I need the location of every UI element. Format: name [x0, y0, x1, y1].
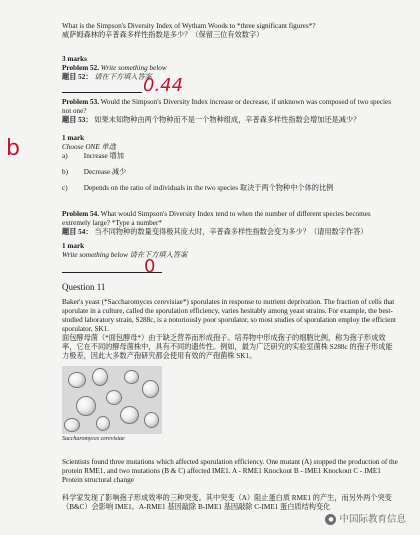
micrograph-caption: Saccharomyces cerevisiae — [62, 436, 125, 442]
p52-marks: 3 marks — [62, 55, 87, 63]
p53-choice-header — [62, 134, 398, 152]
p53-question-cn: 如果未知物种由两个物种而不是一个物种组成，辛普森多样性指数会增加还是减少？ — [94, 116, 361, 124]
option-letter: b) — [62, 168, 68, 176]
p54-question-en: What would Simpson's Diversity Index tend to when the number of different species becomes extremely large? *Type a number* — [62, 210, 371, 227]
yeast-micrograph — [62, 366, 162, 434]
wechat-icon: ● — [325, 514, 336, 525]
q11-heading: Question 11 — [62, 282, 106, 292]
yeast-cell — [124, 370, 139, 384]
p53-question-en: Would the Simpson's Diversity Index increase or decrease, if unknown was composed of two species not one? — [62, 98, 392, 115]
q11-paragraph2-cn: 科学家发现了影响孢子形成效率的三种突变。其中突变（A）阻止蛋白质 RME1 的产生，而另外两个突变（B&C）会影响 IME1。A-RME1 基因敲除 B-IME1 基因敲除 C-IME1 蛋白质结构变化 — [62, 494, 392, 511]
p53-option-b[interactable] — [62, 168, 126, 177]
p52-cn-instruction: 请在下方填入答案 — [94, 73, 152, 81]
q11-paragraph2-en: Scientists found three mutations which affected sporulation efficiency. One mutant (A) stopped the production of the protein RME1, and two mutations (B & C) affected IME1. A - RME1 Knockout B - IME1 Knockout C - IME1 Protein structural change — [62, 458, 398, 484]
yeast-cell — [144, 412, 159, 428]
p53-option-a[interactable] — [62, 152, 124, 161]
yeast-cell — [92, 368, 108, 386]
p54-marks: 1 mark — [62, 242, 85, 250]
watermark — [325, 511, 406, 525]
watermark-text: 中国际教育信息 — [339, 514, 406, 525]
p52-cn-label: 题目 52： — [62, 73, 93, 81]
p54-instruction: Write something below 请在下方填入答案 — [62, 251, 188, 259]
yeast-cell — [76, 396, 96, 416]
problem-53 — [62, 98, 398, 125]
intro-question-en: What is the Simpson's Diversity Index of Wytham Woods to *three significant figures*? — [62, 22, 316, 30]
option-letter: a) — [62, 152, 68, 160]
p52-answer-line — [62, 92, 142, 93]
yeast-cell — [68, 372, 86, 388]
yeast-cell — [142, 380, 159, 398]
p53-choose: Choose ONE 单选 — [62, 143, 116, 151]
yeast-cell — [106, 390, 122, 405]
intro-question — [62, 22, 398, 40]
p52-handwritten-answer: 0.44 — [143, 75, 184, 96]
p53-title: Problem 53. — [62, 98, 99, 106]
p53-marks: 1 mark — [62, 134, 85, 142]
p52-title: Problem 52. — [62, 64, 99, 72]
p54-title: Problem 54. — [62, 210, 99, 218]
yeast-cell — [96, 416, 110, 431]
option-letter: c) — [62, 184, 68, 192]
p54-answer-header — [62, 242, 398, 260]
p54-cn-label: 题目 54： — [62, 228, 93, 236]
option-text: Decrease 减少 — [83, 168, 127, 176]
option-text: Increase 增加 — [83, 152, 124, 160]
yeast-cell — [64, 418, 80, 432]
p54-handwritten-answer: 0 — [144, 256, 156, 277]
problem-52 — [62, 55, 398, 82]
q11-paragraph-en: Baker's yeast (*Saccharomyces cerevisiae*) sporulates in response to nutrient deprivation. The fraction of cells that sporulate in a culture, called the sporulation efficiency, varies hesitably among yeast strains. For example, the best-studied laboratory strain, S288c, is a notoriously poor sporulator, so most studies of sporulation employ the efficient sporulator, SK1. — [62, 298, 396, 333]
p52-instruction: Write something below — [100, 64, 167, 72]
option-text: Depends on the ratio of individuals in the two species 取决于两个物种中个体的比例 — [83, 184, 334, 192]
p54-question-cn: 当不同物种的数量变得极其庞大时，辛普森多样性指数会变为多少？（请用数字作答） — [94, 228, 368, 236]
q11-paragraph-cn: 面包酵母菌（*面包酵母*）由于缺乏营养而形成孢子。培养物中形成孢子的细胞比例，称为孢子形成效率，它在不同的酵母菌株中，具有不同的遗传性。例如，最为广泛研究的实验室菌株 S288c 的孢子形成能力极差，因此大多数产孢研究都会使用有效的产孢菌株 SK1。 — [62, 334, 393, 360]
yeast-cell — [120, 406, 139, 424]
problem-54 — [62, 210, 398, 237]
p53-cn-label: 题目 53： — [62, 116, 93, 124]
p53-handwritten-answer: b — [6, 136, 20, 161]
intro-question-cn: 威萨姆森林的辛普森多样性指数是多少？（保留三位有效数字） — [62, 31, 264, 39]
p53-option-c[interactable] — [62, 184, 333, 193]
